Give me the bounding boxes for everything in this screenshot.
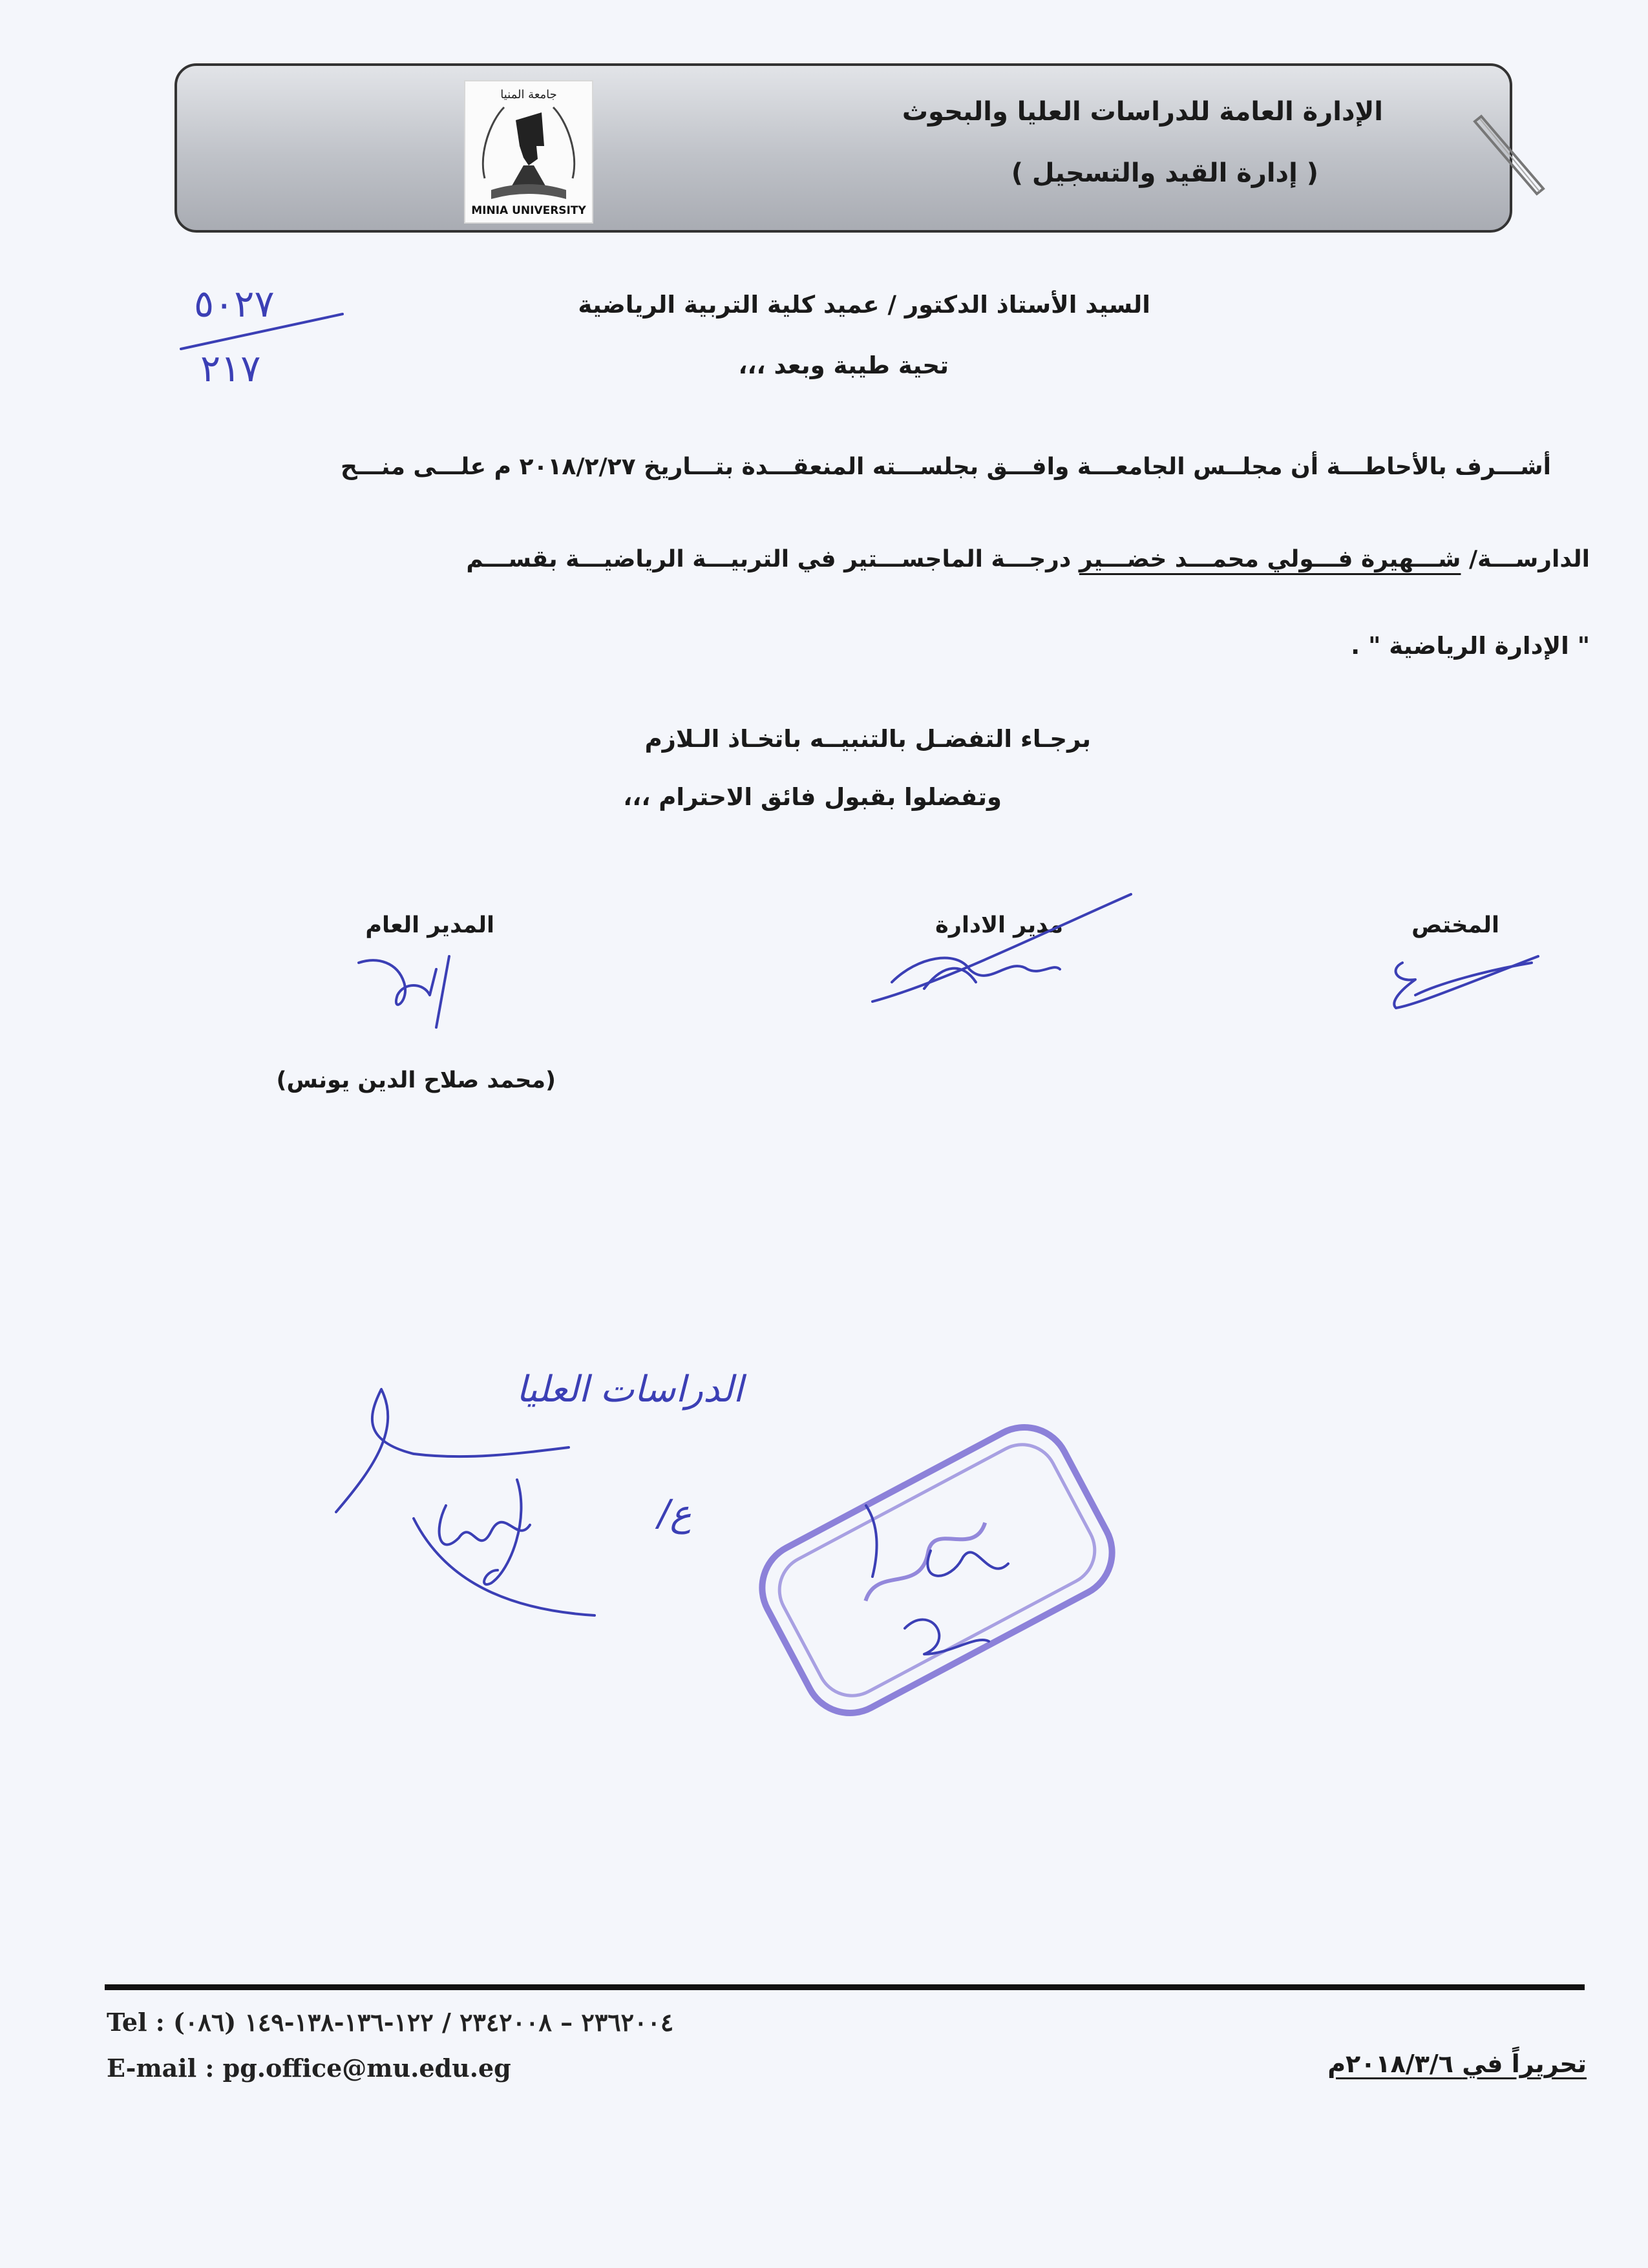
handwritten-note: الدراسات العليا — [516, 1369, 743, 1411]
logo-caption: MINIA UNIVERSITY — [471, 204, 586, 217]
general-manager-name: (محمد صلاح الدين يونس) — [276, 1067, 556, 1093]
general-manager-label: المدير العام — [365, 912, 494, 938]
body-line-1: أشـــرف بالأحاطـــة أن مجلــس الجامعـــة وافـــق بجلســـته المنعقـــدة بتـــاريخ ٢٠١٨/٢/٢٧ م علـــى منـــح — [341, 454, 1551, 480]
specialist-label: المختص — [1411, 912, 1499, 938]
header-title: الإدارة العامة للدراسات العليا والبحوث — [902, 97, 1383, 127]
reference-number-top: ٥٠٢٧ — [194, 282, 275, 326]
official-stamp-icon — [717, 1370, 1157, 1770]
date-value: ٢٠١٨/٣/٦م — [1327, 2050, 1453, 2078]
paper-clip-icon — [1467, 110, 1551, 207]
department-line: " الإدارة الرياضية " . — [1351, 632, 1590, 660]
greeting-line: تحية طيبة وبعد ،،، — [738, 352, 949, 379]
general-manager-signature — [352, 943, 481, 1034]
logo-top-text: جامعة المنيا — [500, 88, 557, 101]
specialist-signature — [1377, 943, 1558, 1021]
header-banner — [174, 63, 1512, 233]
handwritten-initial: ع/ — [657, 1493, 692, 1535]
body-line-2-prefix: الدارســـة/ — [1461, 546, 1590, 572]
request-line: برجـاء التفضـل بالتنبيــه باتخـاذ الـلازم — [644, 725, 1091, 753]
university-logo — [464, 80, 593, 224]
footer-date — [1327, 2050, 1587, 2078]
footer-email: E-mail : pg.office@mu.edu.eg — [107, 2053, 511, 2083]
footer-divider — [105, 1984, 1585, 1990]
footer-telephone: Tel : (٠٨٦) ٢٣٦٢٠٠٤ – ٢٣٤٢٠٠٨ / ١٢٢-١٣٦-١٣٨-١٤٩ — [107, 2008, 674, 2037]
department-manager-label: مدير الادارة — [935, 912, 1063, 938]
closing-line: وتفضلوا بقبول فائق الاحترام ،،، — [623, 783, 1002, 811]
reference-number-bottom: ٢١٧ — [200, 346, 261, 390]
body-line-2-suffix: درجـــة الماجســـتير في التربيـــة الرياضيـــة بقســـم — [466, 546, 1072, 572]
nefertiti-logo-icon — [465, 81, 592, 222]
student-name: شـــهيرة فـــولي محمـــد خضـــير — [1079, 546, 1461, 572]
approval-scribble — [323, 1376, 685, 1635]
recipient-line: السيد الأستاذ الدكتور / عميد كلية التربية الرياضية — [578, 291, 1150, 319]
body-line-2 — [466, 546, 1590, 572]
date-label: تحريراً في — [1462, 2050, 1587, 2078]
header-subtitle: ( إدارة القيد والتسجيل ) — [1011, 158, 1318, 188]
department-manager-signature — [866, 885, 1137, 1014]
handwritten-reference — [174, 271, 355, 394]
